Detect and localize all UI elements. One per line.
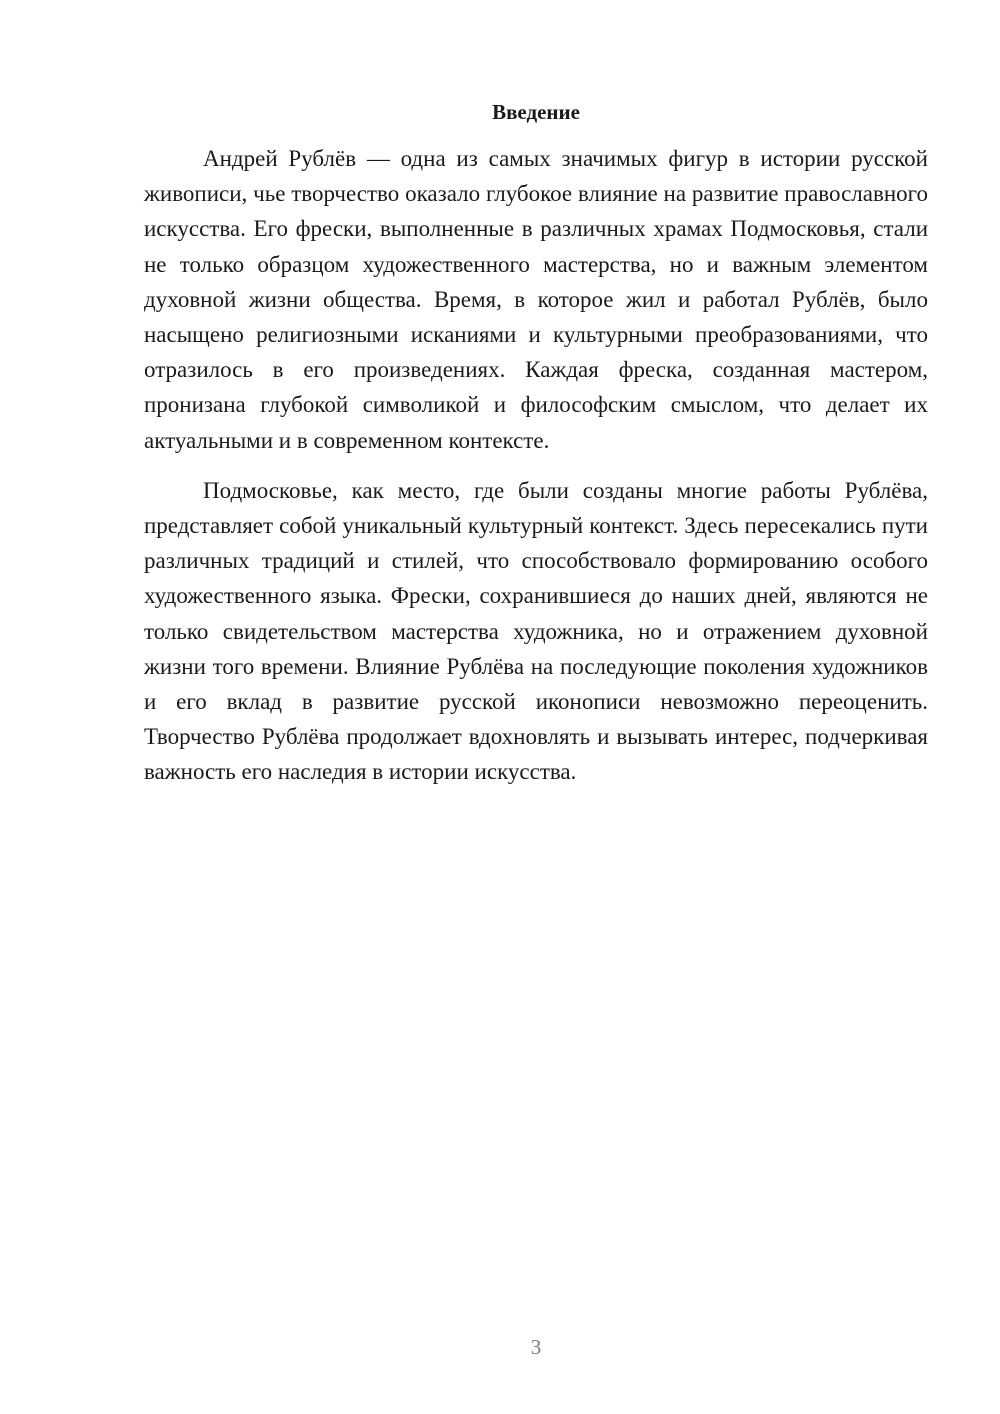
body-text — [144, 141, 928, 790]
section-heading: Введение — [492, 100, 580, 124]
paragraph-intro: Андрей Рублёв — одна из самых значимых фигур в истории русской живописи, чье творчество оказало глубокое влияние на развитие православного искусства. Его фрески, выполненные в различных храмах Подмосковья, стали не только образцом художественного мастерства, но и важным элементом духовной жизни общества. Время, в которое жил и работал Рублёв, было насыщено религиозными исканиями и культурными преобразованиями, что отразилось в его произведениях. Каждая фреска, созданная мастером, пронизана глубокой символикой и философским смыслом, что делает их актуальными и в современном контексте. — [144, 146, 928, 453]
page-number: 3 — [530, 1335, 542, 1359]
paragraph-context: Подмосковье, как место, где были созданы многие работы Рублёва, представляет собой уникальный культурный контекст. Здесь пересекались пути различных традиций и стилей, что способствовало формированию особого художественного языка. Фрески, сохранившиеся до наших дней, являются не только свидетельством мастерства художника, но и отражением духовной жизни того времени. Влияние Рублёва на последующие поколения художников и его вклад в развитие русской иконописи невозможно переоценить. Творчество Рублёва продолжает вдохновлять и вызывать интерес, подчеркивая важность его наследия в истории искусства. — [144, 477, 928, 785]
